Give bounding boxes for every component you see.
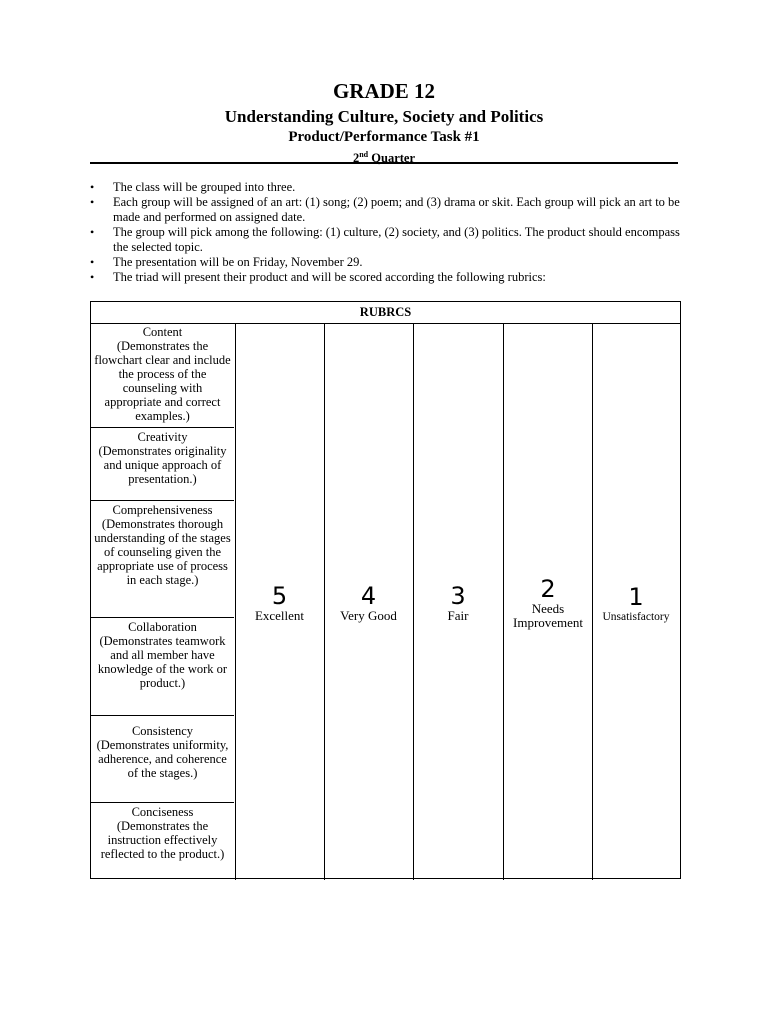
criterion-text: Comprehensiveness (Demonstrates thorough understanding of the stages of counseling given the appropriate use of process in each stage.) <box>94 503 231 587</box>
score-value: 2 <box>540 575 556 603</box>
criterion-comprehensiveness <box>91 501 234 618</box>
score-value: 5 <box>271 582 288 610</box>
criterion-text: Collaboration (Demonstrates teamwork and all member have knowledge of the work or product.) <box>97 620 228 690</box>
list-item <box>90 180 680 195</box>
list-item-text: The triad will present their product and will be scored according the following rubrics: <box>113 270 546 284</box>
score-label: Unsatisfactory <box>602 611 670 623</box>
score-column-5 <box>235 323 325 880</box>
quarter-number: 2 <box>352 151 360 166</box>
document-header <box>90 78 678 166</box>
bullet-icon: • <box>90 195 95 209</box>
list-item-text: The group will pick among the following: (1) culture, (2) society, and (3) politics. The product should encompass the selected topic. <box>113 225 680 254</box>
list-item <box>90 255 680 270</box>
criterion-text: Consistency (Demonstrates uniformity, adherence, and coherence of the stages.) <box>96 724 229 780</box>
instruction-list <box>90 180 680 285</box>
quarter-suffix: nd <box>359 150 369 159</box>
score-label: Excellent <box>254 608 305 623</box>
criterion-creativity <box>91 428 234 501</box>
subject-title: Understanding Culture, Society and Politics <box>224 107 544 126</box>
rubric-table <box>90 301 681 879</box>
criterion-collaboration <box>91 618 234 716</box>
criterion-conciseness <box>91 803 234 880</box>
score-column-1 <box>592 323 680 880</box>
score-label: Fair <box>447 608 469 623</box>
bullet-icon: • <box>90 180 95 194</box>
header-divider <box>90 162 678 164</box>
list-item-text: The class will be grouped into three. <box>113 180 296 194</box>
score-value: 1 <box>628 583 644 611</box>
criterion-text: Conciseness (Demonstrates the instruction effectively reflected to the product.) <box>100 805 225 861</box>
score-column-3 <box>413 323 504 880</box>
criterion-consistency <box>91 716 234 803</box>
list-item-text: The presentation will be on Friday, November 29. <box>113 255 363 269</box>
bullet-icon: • <box>90 225 95 239</box>
list-item <box>90 270 680 285</box>
criterion-content <box>91 323 234 428</box>
score-value: 4 <box>360 582 377 610</box>
grade-title: GRADE 12 <box>332 79 436 103</box>
score-column-2 <box>503 323 593 880</box>
score-column-4 <box>324 323 414 880</box>
rubric-title: RUBRCS <box>91 302 680 324</box>
score-label: Very Good <box>340 608 397 623</box>
criterion-text: Creativity (Demonstrates originality and unique approach of presentation.) <box>98 430 227 486</box>
task-title: Product/Performance Task #1 <box>288 129 480 145</box>
list-item <box>90 195 680 225</box>
bullet-icon: • <box>90 270 95 284</box>
score-label: Needs Improvement <box>513 601 584 630</box>
quarter-word: Quarter <box>371 151 415 166</box>
bullet-icon: • <box>90 255 95 269</box>
score-value: 3 <box>450 582 466 610</box>
list-item <box>90 225 680 255</box>
criteria-column <box>91 323 236 880</box>
criterion-text: Content (Demonstrates the flowchart clear and include the process of the counseling with appropriate and correct examples.) <box>94 325 231 423</box>
list-item-text: Each group will be assigned of an art: (1) song; (2) poem; and (3) drama or skit. Each group will pick an art to be made and performed on assigned date. <box>113 195 680 224</box>
